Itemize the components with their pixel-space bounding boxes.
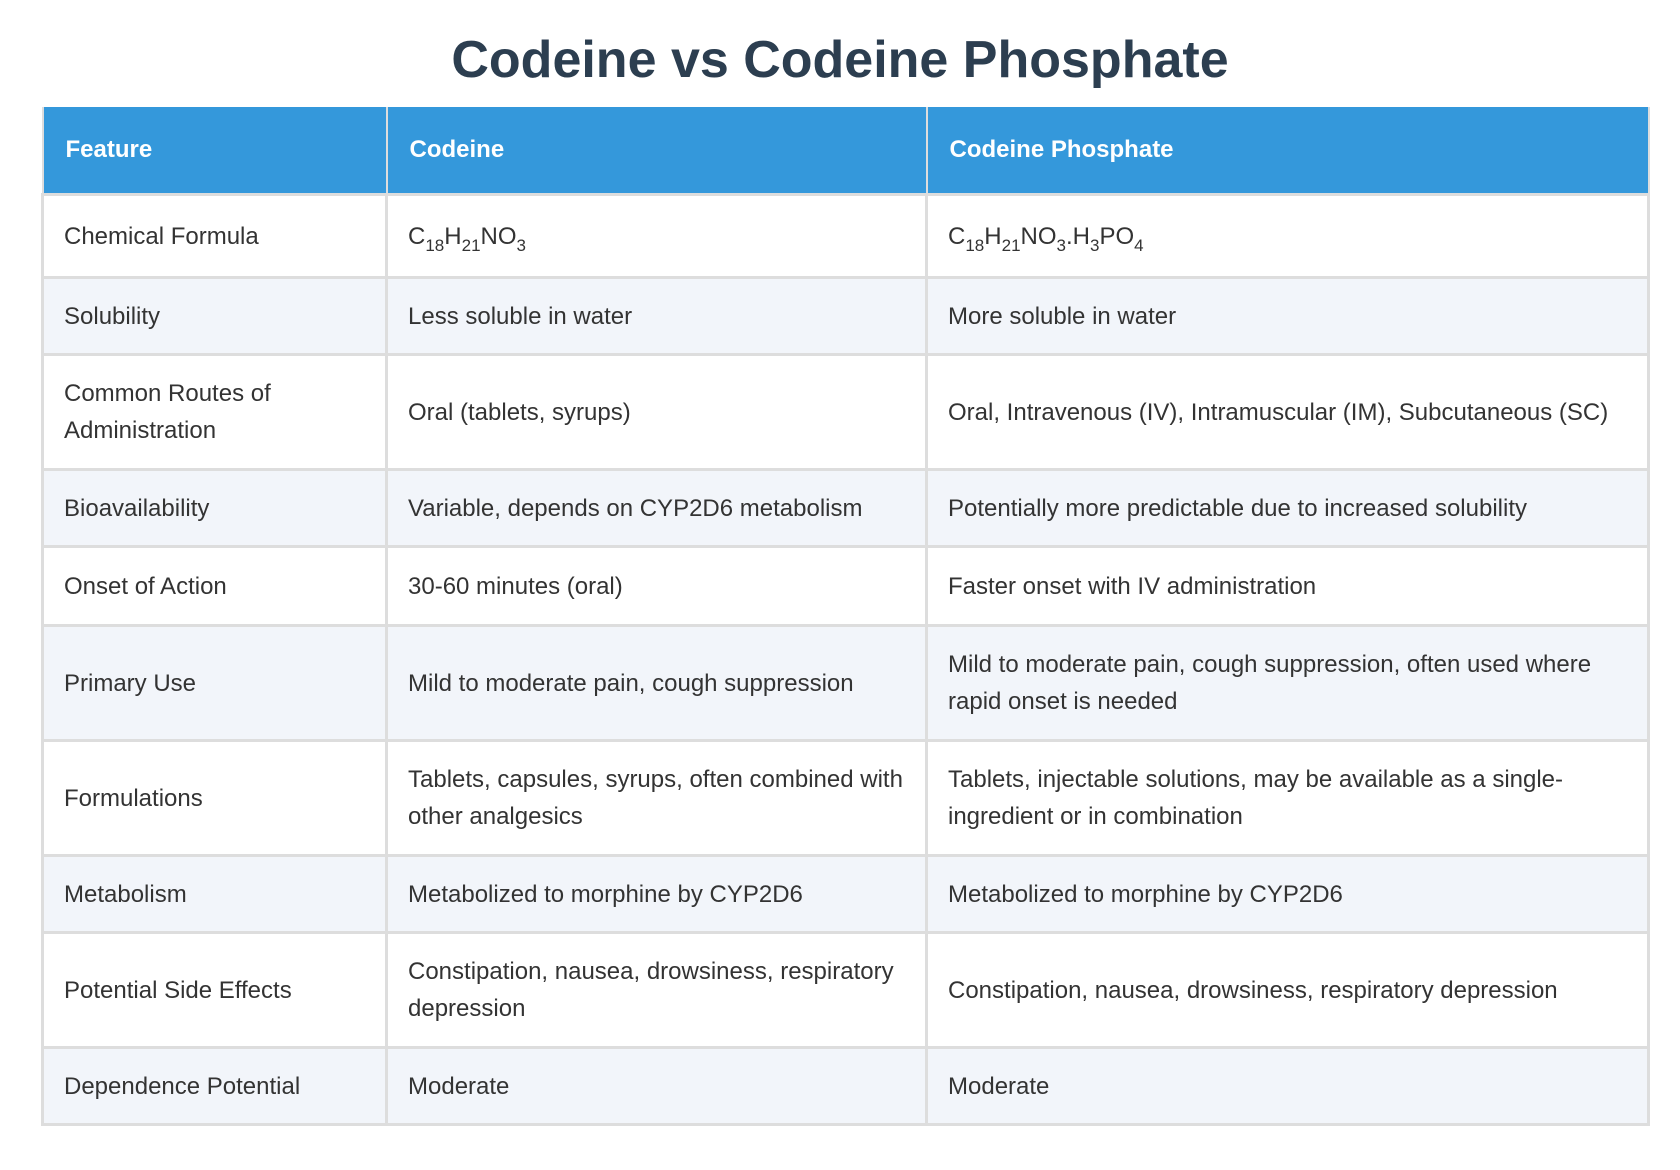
- formula-text: H: [444, 222, 462, 250]
- formula-text: H: [984, 222, 1002, 250]
- phosphate-cell: Oral, Intravenous (IV), Intramuscular (IM), Subcutaneous (SC): [927, 355, 1649, 470]
- table-row: [43, 470, 1649, 547]
- table-header: [43, 107, 1649, 195]
- phosphate-cell: Tablets, injectable solutions, may be available as a single-ingredient or in combination: [927, 741, 1649, 856]
- phosphate-cell: Faster onset with IV administration: [927, 547, 1649, 626]
- header-feature: Feature: [43, 107, 387, 195]
- codeine-cell: Mild to moderate pain, cough suppression: [387, 626, 927, 741]
- formula-subscript: 18: [965, 235, 985, 255]
- header-codeine-phosphate: Codeine Phosphate: [927, 107, 1649, 195]
- codeine-cell: 30-60 minutes (oral): [387, 547, 927, 626]
- codeine-cell: Metabolized to morphine by CYP2D6: [387, 856, 927, 933]
- table-body: [43, 195, 1649, 1125]
- formula-subscript: 3: [516, 235, 526, 255]
- codeine-cell: Tablets, capsules, syrups, often combined with other analgesics: [387, 741, 927, 856]
- formula-subscript: 4: [1134, 235, 1144, 255]
- feature-cell: Bioavailability: [43, 470, 387, 547]
- codeine-cell: Oral (tablets, syrups): [387, 355, 927, 470]
- comparison-table-wrapper: [41, 107, 1647, 1126]
- phosphate-cell: Potentially more predictable due to increased solubility: [927, 470, 1649, 547]
- phosphate-cell: Moderate: [927, 1048, 1649, 1125]
- feature-cell: Common Routes of Administration: [43, 355, 387, 470]
- table-row: [43, 195, 1649, 278]
- header-codeine: Codeine: [387, 107, 927, 195]
- formula-subscript: 21: [1001, 235, 1021, 255]
- phosphate-cell: Constipation, nausea, drowsiness, respiratory depression: [927, 933, 1649, 1048]
- formula-text: C: [948, 222, 966, 250]
- formula-subscript: 3: [1056, 235, 1066, 255]
- codeine-cell: Less soluble in water: [387, 278, 927, 355]
- formula-text: NO: [1020, 222, 1057, 250]
- formula-subscript: 18: [425, 235, 445, 255]
- page-title: Codeine vs Codeine Phosphate: [451, 31, 1229, 89]
- comparison-table: [41, 107, 1650, 1126]
- table-row: [43, 1048, 1649, 1125]
- formula-text: C: [408, 222, 426, 250]
- header-row: [43, 107, 1649, 195]
- formula-subscript: 21: [461, 235, 481, 255]
- phosphate-cell: More soluble in water: [927, 278, 1649, 355]
- table-row: [43, 856, 1649, 933]
- formula-subscript: 3: [1090, 235, 1100, 255]
- table-row: [43, 626, 1649, 741]
- formula-text: PO: [1099, 222, 1135, 250]
- table-row: [43, 355, 1649, 470]
- feature-cell: Onset of Action: [43, 547, 387, 626]
- phosphate-cell: Mild to moderate pain, cough suppression, often used where rapid onset is needed: [927, 626, 1649, 741]
- codeine-cell: Moderate: [387, 1048, 927, 1125]
- table-row: [43, 547, 1649, 626]
- table-row: [43, 933, 1649, 1048]
- feature-cell: Solubility: [43, 278, 387, 355]
- phosphate-cell: Metabolized to morphine by CYP2D6: [927, 856, 1649, 933]
- feature-cell: Dependence Potential: [43, 1048, 387, 1125]
- codeine-cell: Constipation, nausea, drowsiness, respiratory depression: [387, 933, 927, 1048]
- formula-text: NO: [480, 222, 517, 250]
- feature-cell: Potential Side Effects: [43, 933, 387, 1048]
- codeine-formula-cell: [387, 195, 927, 278]
- phosphate-formula-cell: [927, 195, 1649, 278]
- table-row: [43, 741, 1649, 856]
- codeine-cell: Variable, depends on CYP2D6 metabolism: [387, 470, 927, 547]
- formula-text: .H: [1066, 222, 1090, 250]
- feature-cell: Primary Use: [43, 626, 387, 741]
- feature-cell: Formulations: [43, 741, 387, 856]
- feature-cell: Chemical Formula: [43, 195, 387, 278]
- feature-cell: Metabolism: [43, 856, 387, 933]
- table-row: [43, 278, 1649, 355]
